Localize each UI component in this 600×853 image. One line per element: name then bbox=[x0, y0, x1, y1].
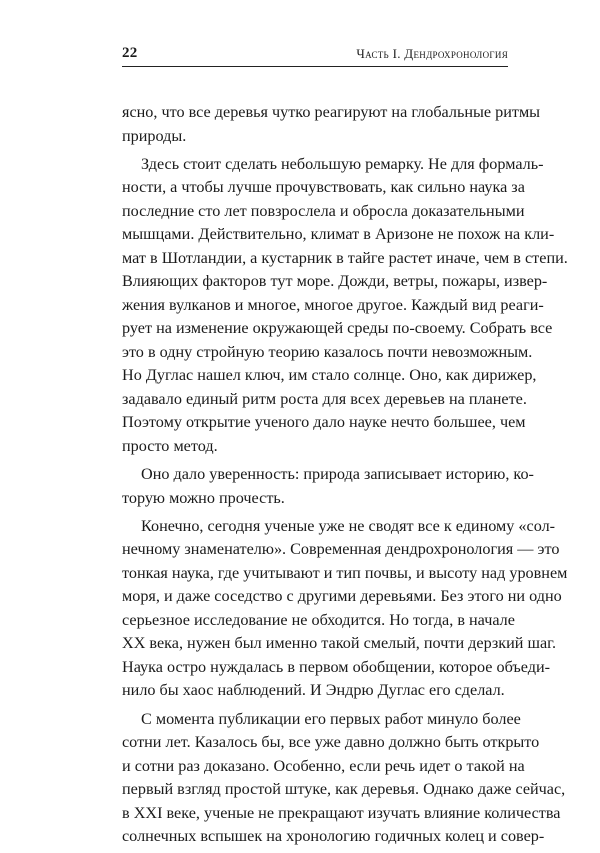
paragraph bbox=[122, 101, 541, 148]
paragraph bbox=[122, 515, 568, 703]
text-line: ясно, что все деревья чутко реагируют на глобальные ритмы bbox=[122, 103, 541, 121]
text-line: в XXI веке, ученые не прекращают изучать влияние количества bbox=[122, 803, 561, 822]
text-line: мат в Шотландии, а кустарник в тайге растет иначе, чем в степи. bbox=[122, 248, 568, 267]
text-line: нечному знаменателю». Современная дендрохронология — это bbox=[122, 540, 560, 559]
text-line: торую можно прочесть. bbox=[122, 488, 285, 507]
text-line: первый взгляд простой штуке, как деревья. Однако даже сейчас, bbox=[122, 780, 566, 799]
text-line: серьезное исследование не обходится. Но тогда, в начале bbox=[122, 610, 515, 629]
text-line: просто метод. bbox=[122, 436, 218, 455]
text-line: природы. bbox=[122, 126, 187, 145]
text-line: тонкая наука, где учитывают и тип почвы, и высоту над уровнем bbox=[122, 563, 568, 582]
text-line: XX века, нужен был именно такой смелый, почти дерзкий шаг. bbox=[122, 634, 557, 653]
text-line: Здесь стоит сделать небольшую ремарку. Не для формаль- bbox=[141, 154, 544, 173]
text-line: Конечно, сегодня ученые уже не сводят все к единому «сол- bbox=[141, 516, 556, 535]
text-line: это в одну стройную теорию казалось почти невозможным. bbox=[122, 342, 533, 361]
text-line: последние сто лет повзрослела и обросла доказательными bbox=[122, 201, 525, 220]
text-line: С момента публикации его первых работ минуло более bbox=[141, 709, 521, 728]
text-line: Но Дуглас нашел ключ, им стало солнце. Оно, как дирижер, bbox=[122, 366, 537, 385]
text-line: моря, и даже соседство с другими деревьями. Без этого ни одно bbox=[122, 587, 562, 606]
text-line: мышцами. Действительно, климат в Аризоне не похож на кли- bbox=[122, 225, 555, 244]
text-line: Оно дало уверенность: природа записывает историю, ко- bbox=[141, 465, 534, 484]
text-line: нило бы хаос наблюдений. И Эндрю Дуглас его сделал. bbox=[122, 681, 505, 700]
text-line: жения вулканов и многое, многое другое. Каждый вид реаги- bbox=[122, 295, 544, 314]
page-number: 22 bbox=[122, 45, 138, 61]
paragraph bbox=[122, 708, 566, 849]
text-line: солнечных вспышек на хронологию годичных колец и совер- bbox=[122, 827, 545, 846]
paragraph bbox=[122, 153, 568, 459]
body-text bbox=[122, 101, 568, 853]
text-line: Влияющих факторов тут море. Дожди, ветры, пожары, извер- bbox=[122, 272, 548, 291]
text-line: ности, а чтобы лучше прочувствовать, как сильно наука за bbox=[122, 178, 525, 197]
text-line: рует на изменение окружающей среды по-своему. Собрать все bbox=[122, 319, 553, 338]
chapter-title: Часть I. Дендрохронология bbox=[356, 46, 508, 61]
running-header bbox=[122, 42, 508, 67]
paragraph bbox=[122, 463, 534, 510]
text-line: Поэтому открытие ученого дало науке нечто большее, чем bbox=[122, 413, 526, 432]
text-line: Наука остро нуждалась в первом обобщении, которое объеди- bbox=[122, 657, 551, 676]
text-line: задавало единый ритм роста для всех деревьев на планете. bbox=[122, 389, 527, 408]
text-line: и сотни раз доказано. Особенно, если речь идет о такой на bbox=[122, 756, 525, 775]
text-line: сотни лет. Казалось бы, все уже давно должно быть открыто bbox=[122, 733, 540, 752]
